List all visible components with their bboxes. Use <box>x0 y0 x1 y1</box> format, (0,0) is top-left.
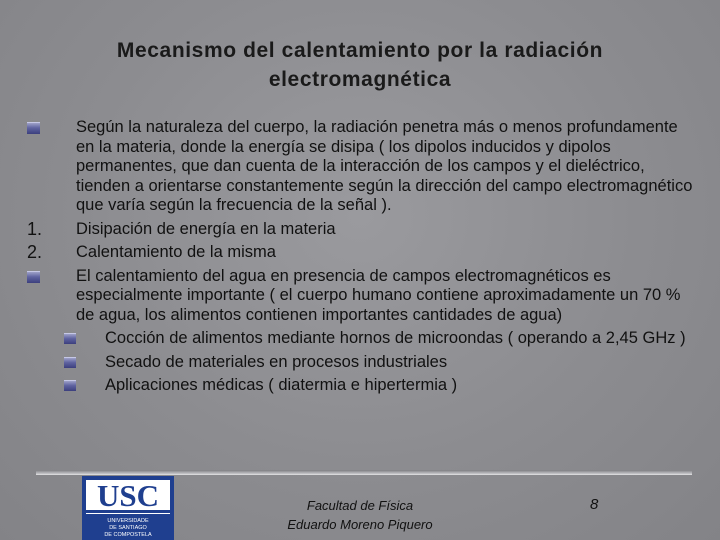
sub-bullet-item <box>0 329 720 349</box>
slide-content <box>0 118 720 396</box>
bullet-item <box>0 118 720 216</box>
sub-bullet-item <box>0 353 720 373</box>
logo-text: USC <box>96 478 160 513</box>
usc-logo-graphic <box>82 476 174 540</box>
numbered-text: Calentamiento de la misma <box>76 243 276 261</box>
footer-credit <box>250 496 470 534</box>
square-bullet-icon <box>64 357 76 368</box>
sub-bullet-text: Cocción de alimentos mediante hornos de microondas ( operando a 2,45 GHz ) <box>105 329 686 347</box>
square-bullet-icon <box>27 122 40 134</box>
logo-subtext-1: UNIVERSIDADE <box>107 518 149 524</box>
bullet-text: Según la naturaleza del cuerpo, la radiación penetra más o menos profundamente en la materia, donde la energía se disipa ( los dipolos inducidos y dipolos permanentes, que dan cuenta de la interacción de los campos y el dieléctrico, tienden a orientarse constantemente según la dirección del campo electromagnético que varía según la frecuencia de la señal ). <box>76 118 693 214</box>
numbered-item <box>0 243 720 263</box>
sub-bullet-text: Secado de materiales en procesos industriales <box>105 352 448 371</box>
square-bullet-icon <box>64 333 76 344</box>
sub-bullet-item <box>0 376 720 396</box>
logo-subtext-3: DE COMPOSTELA <box>104 532 152 538</box>
bullet-text: El calentamiento del agua en presencia de campos electromagnéticos es especialmente importante ( el cuerpo humano contiene aproximadamente un 70 % de agua, los alimentos contienen importantes cantidades de agua) <box>76 266 681 324</box>
title-line-2: electromagnética <box>268 68 452 91</box>
bullet-item <box>0 267 720 326</box>
item-number: 2. <box>27 242 43 262</box>
footer-author: Eduardo Moreno Piquero <box>287 517 433 532</box>
title-line-1: Mecanismo del calentamiento por la radiación <box>116 39 604 62</box>
footer-faculty: Facultad de Física <box>306 498 414 513</box>
usc-logo <box>82 476 174 540</box>
logo-subtext-2: DE SANTIAGO <box>109 525 147 531</box>
square-bullet-icon <box>64 380 76 391</box>
numbered-text: Disipación de energía en la materia <box>76 219 336 238</box>
footer-divider <box>36 470 692 475</box>
page-number: 8 <box>590 496 599 513</box>
sub-bullet-text: Aplicaciones médicas ( diatermia e hipertermia ) <box>105 376 458 394</box>
slide-title <box>40 36 680 94</box>
item-number: 1. <box>27 218 43 239</box>
square-bullet-icon <box>27 271 40 283</box>
numbered-item <box>0 220 720 240</box>
